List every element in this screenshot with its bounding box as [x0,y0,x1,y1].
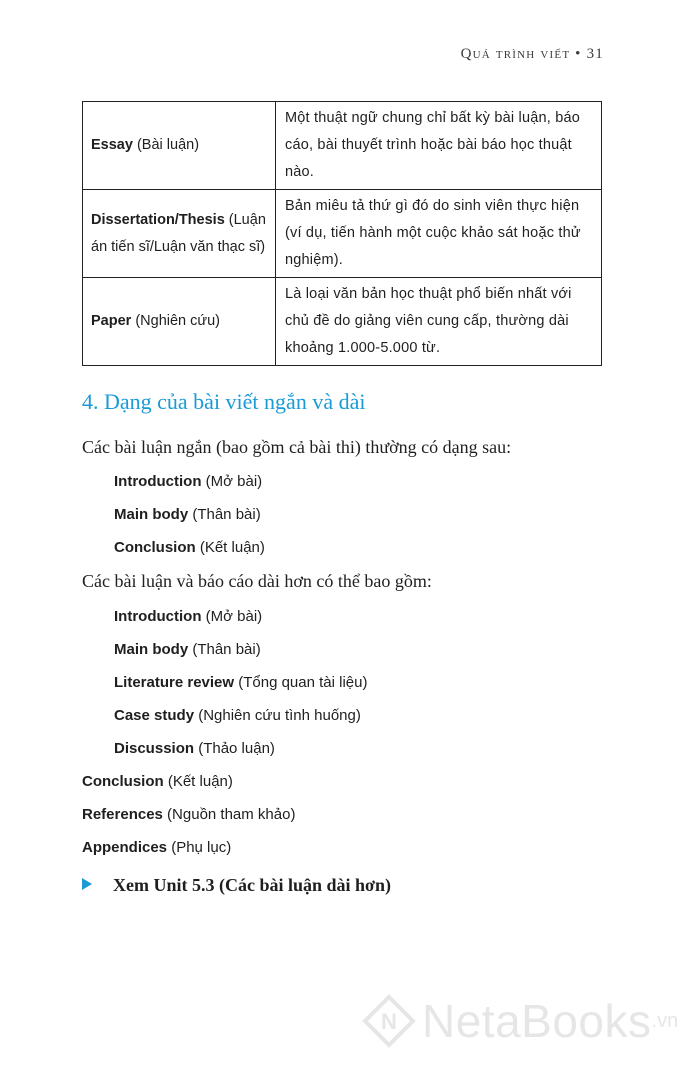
running-header-text: Quá trình viết • 31 [460,46,604,62]
table-row [83,278,602,366]
term-vi: (Luận án tiến sĩ/Luận văn thạc sĩ) [91,211,266,255]
watermark-suffix: .vn [651,1009,679,1032]
list-item: Main body (Thân bài) [114,506,261,523]
watermark [362,994,678,1048]
term-cell [83,102,276,190]
list-item: References (Nguồn tham khảo) [82,806,296,823]
table-row [83,190,602,278]
netabooks-logo-icon [362,994,416,1048]
definition-cell: Một thuật ngữ chung chỉ bất kỳ bài luận, báo cáo, bài thuyết trình hoặc bài báo học thuật nào. [276,102,602,190]
intro-long-paragraph: Các bài luận và báo cáo dài hơn có thể bao gồm: [82,571,432,591]
see-also-reference [82,875,391,896]
list-item: Discussion (Thảo luận) [114,740,275,757]
section-title: 4. Dạng của bài viết ngắn và dài [82,389,366,414]
terms-table [82,101,602,366]
term-en: Dissertation/Thesis [91,211,225,228]
running-header [461,46,604,63]
list-item: Introduction (Mở bài) [114,473,263,490]
term-vi: (Bài luận) [132,137,200,153]
term-en: Essay [91,137,133,153]
list-item: Main body (Thân bài) [114,641,261,658]
term-cell [83,278,276,366]
svg-text:N: N [381,1009,397,1034]
list-item: Appendices (Phụ lục) [82,839,232,856]
list-item: Conclusion (Kết luận) [82,773,233,790]
intro-short-paragraph: Các bài luận ngắn (bao gồm cả bài thi) thường có dạng sau: [82,437,512,457]
table-row [83,102,602,190]
term-cell [83,190,276,278]
list-item: Conclusion (Kết luận) [114,539,265,556]
list-item: Literature review (Tổng quan tài liệu) [114,674,368,691]
watermark-brand: NetaBooks [422,995,652,1047]
list-item: Introduction (Mở bài) [114,608,263,625]
definition-cell: Là loại văn bản học thuật phổ biến nhất với chủ đề do giảng viên cung cấp, thường dài khoảng 1.000-5.000 từ. [276,278,602,366]
list-item: Case study (Nghiên cứu tình huống) [114,707,361,724]
see-also-text: Xem Unit 5.3 (Các bài luận dài hơn) [113,875,391,895]
term-vi: (Nghiên cứu) [131,313,220,329]
triangle-arrow-icon [82,878,92,890]
term-en: Paper [91,313,132,329]
definition-cell: Bản miêu tả thứ gì đó do sinh viên thực hiện (ví dụ, tiến hành một cuộc khảo sát hoặc thử nghiệm). [276,190,602,278]
